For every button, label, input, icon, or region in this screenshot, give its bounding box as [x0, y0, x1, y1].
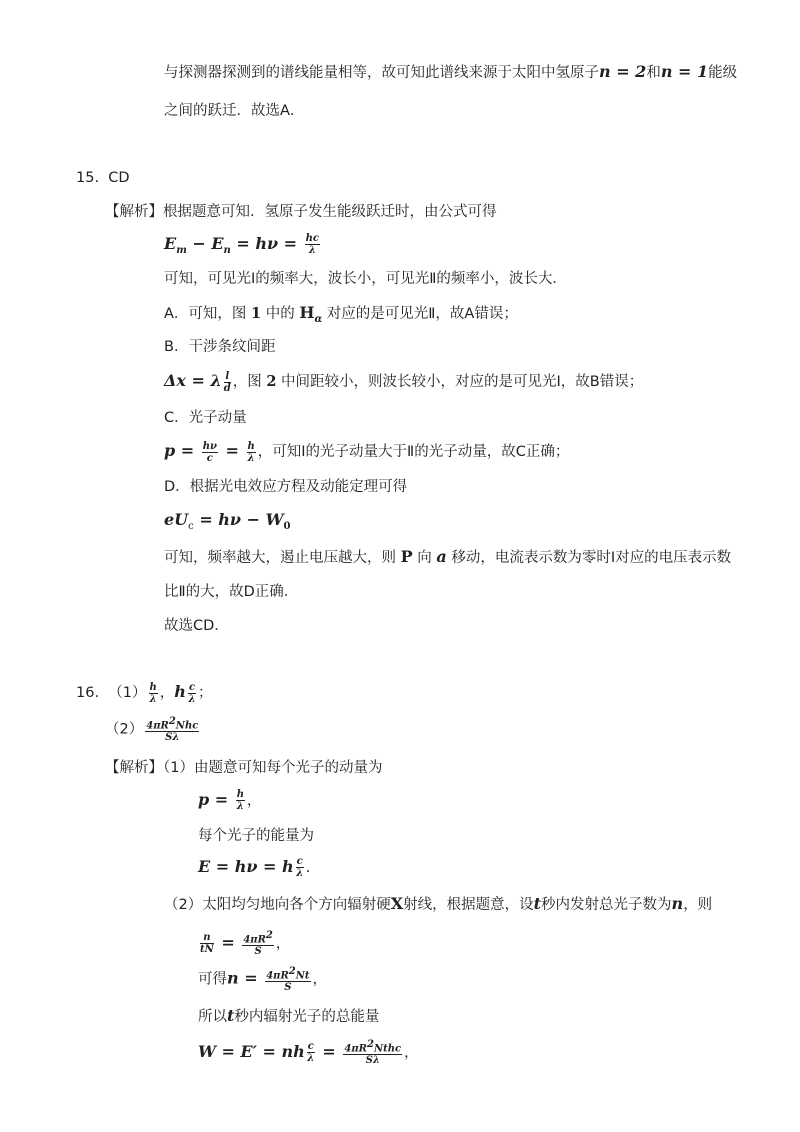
q16-number: 16.: [76, 685, 100, 701]
q15-a-pre: A．可知，图: [164, 306, 252, 322]
q16-header: 16. （1） $\frac{h}{\lambda}$ ，h $\frac{c}{\lambda}$ ；: [76, 681, 213, 705]
q15-jiexi-label: 【解析】: [105, 204, 163, 220]
q15-number: 15.: [76, 170, 100, 186]
q15-d-mid: 向: [412, 550, 437, 566]
q15-conclusion: 故选CD．: [164, 618, 229, 634]
q15-d-a: a: [436, 547, 447, 566]
q14-text2: 能级: [708, 65, 738, 81]
q15-a-post: 对应的是可见光Ⅱ，故A错误；: [322, 306, 518, 322]
q15-option-c-head: C．光子动量: [164, 410, 247, 426]
q16-formula-p: p = $\frac{h}{\lambda}$ ，: [198, 789, 262, 812]
q15-jiexi: [105, 201, 497, 223]
q16-energy-intro: 每个光子的能量为: [198, 828, 314, 844]
q15-option-b-head: B．干涉条纹间距: [164, 339, 276, 355]
q16-part1-label: （1）: [108, 685, 147, 701]
q15-d-post: 移动，电流表示数为零时Ⅰ对应的电压表示数: [446, 550, 732, 566]
q15-formula1: $E_m - E_n = h\nu$ = $\frac{hc}{\lambda}$: [164, 233, 320, 257]
q16-so: 所以t秒内辐射光子的总能量: [198, 1006, 380, 1025]
q15-option-b-line: Δx = λ $\frac{l}{d}$ ，图 2 中间距较小，则波长较小，对应的是可见光Ⅰ，故B错误；: [164, 370, 644, 394]
q15-a-mid: 中的: [261, 306, 300, 322]
q16-get-n: 可得n = $\frac{4\pi R^2Nt}{S}$ ，: [198, 966, 328, 994]
q15-header: [76, 167, 130, 189]
q16-X: X: [390, 894, 404, 913]
q16-p2-intro: （2）太阳均匀地向各个方向辐射硬X射线，根据题意，设t秒内发射总光子数为n，则: [164, 894, 713, 913]
q15-c-post: ，可知Ⅰ的光子动量大于Ⅱ的光子动量，故C正确；: [257, 444, 570, 460]
q14-he: 和: [646, 65, 661, 81]
q16-formula-ratio: $\frac{n}{tN}$ = $\frac{4\pi R^2}{S}$ ，: [200, 930, 290, 958]
q15-d-P: P: [400, 547, 413, 566]
q14-line1: [164, 61, 737, 84]
q16-formula-W: W = E′ = nh $\frac{c}{\lambda}$ = $\frac{4\pi R^2Nthc}{S\lambda}$ ，: [198, 1039, 419, 1067]
q15-answer: CD: [108, 170, 130, 186]
q16-n: n: [671, 894, 684, 913]
q15-option-c-line: p = $\frac{h\nu}{c}$ = $\frac{h}{\lambda}$ ，可知Ⅰ的光子动量大于Ⅱ的光子动量，故C正确；: [164, 440, 570, 464]
q15-formula-d: $eU_c = h\nu - W_0$: [164, 510, 291, 533]
q15-option-d-head: D．根据光电效应方程及动能定理可得: [164, 479, 408, 495]
q15-a-fig: 1: [251, 305, 262, 322]
q15-after-f1: 可知，可见光Ⅰ的频率大，波长小，可见光Ⅱ的频率小，波长大．: [164, 271, 567, 287]
q15-a-halpha: $H_\alpha$: [299, 303, 323, 326]
q15-intro: 根据题意可知．氢原子发生能级跃迁时，由公式可得: [163, 204, 497, 220]
q14-n2: n = 2: [599, 62, 647, 81]
q14-text1: 与探测器探测到的谱线能量相等，故可知此谱线来源于太阳中氢原子: [164, 65, 599, 81]
q16-t: t: [533, 894, 542, 913]
q16-jiexi: [105, 757, 382, 779]
q14-line2: 之间的跃迁．故选A．: [164, 103, 305, 119]
q15-option-a: [164, 302, 518, 331]
q15-d-line2: 比Ⅱ的大，故D正确．: [164, 584, 299, 600]
q14-n1: n = 1: [660, 62, 709, 81]
q16-formula-E: E = hν = h $\frac{c}{\lambda}$ ．: [198, 856, 320, 879]
q15-d-line1: [164, 546, 731, 569]
q16-jiexi-label: 【解析】: [105, 760, 163, 776]
q15-b-post: 中间距较小，则波长较小，对应的是可见光Ⅰ，故B错误；: [276, 374, 644, 390]
q16-part2-label: （2）: [105, 721, 144, 738]
q15-b-fig: 2: [266, 373, 277, 390]
q16-p1-intro: （1）由题意可知每个光子的动量为: [163, 760, 383, 776]
q15-b-post-pre: ，图: [232, 374, 267, 390]
q15-d-pre: 可知，频率越大，遏止电压越大，则: [164, 550, 401, 566]
q16-part2: （2） $\frac{4\pi R^2Nhc}{S\lambda}$: [105, 716, 199, 744]
